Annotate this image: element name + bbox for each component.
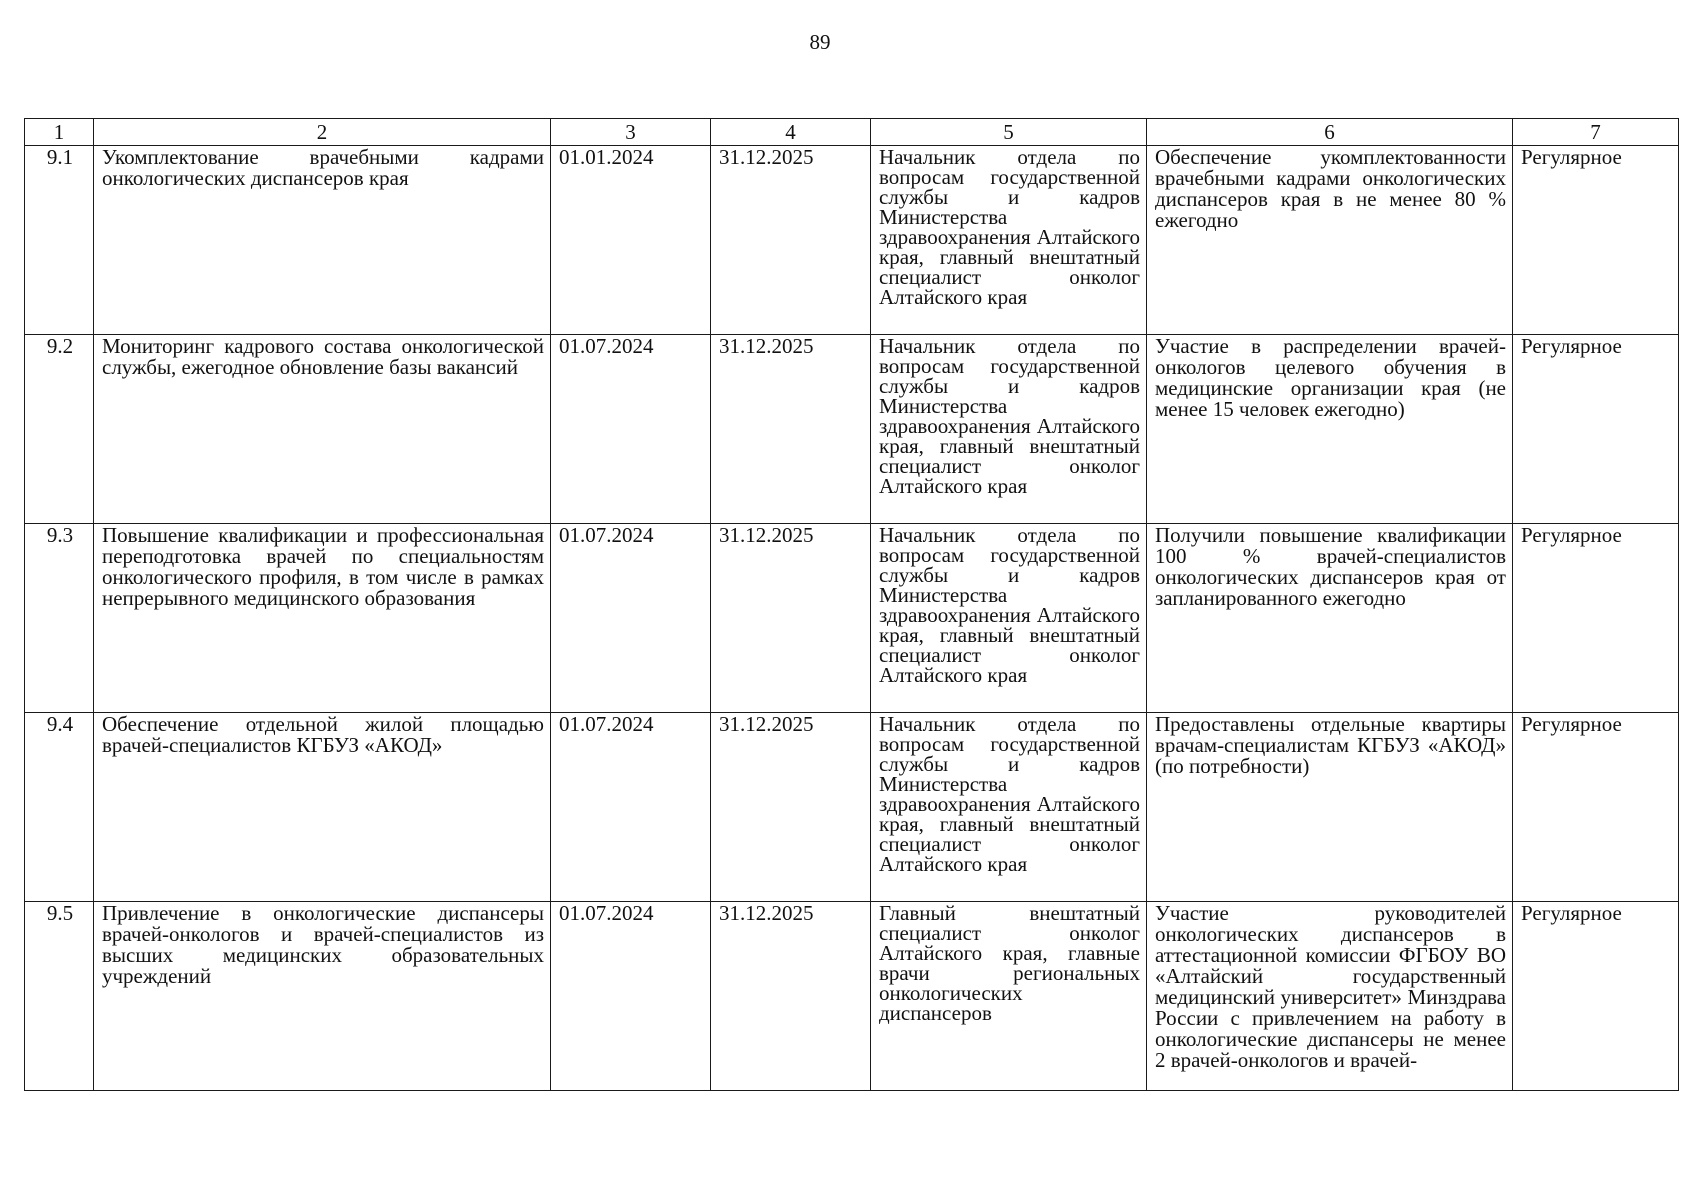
- responsible-cell: Начальник отдела по вопросам государственной службы и кадров Министерства здравоохранения Алтайского края, главный внештатный специалист онколог Алтайского края: [871, 713, 1147, 902]
- row-number: 9.1: [25, 146, 94, 335]
- column-header: 3: [551, 119, 711, 146]
- activity-cell: Укомплектование врачебными кадрами онкологических диспансеров края: [94, 146, 551, 335]
- result-cell: Предоставлены отдельные квартиры врачам-специалистам КГБУЗ «АКОД» (по потребности): [1147, 713, 1513, 902]
- column-header: 7: [1513, 119, 1679, 146]
- end-date-cell: 31.12.2025: [711, 335, 871, 524]
- end-date-cell: 31.12.2025: [711, 902, 871, 1091]
- table-row: [25, 524, 1679, 713]
- activity-cell: Обеспечение отдельной жилой площадью врачей-специалистов КГБУЗ «АКОД»: [94, 713, 551, 902]
- start-date-cell: 01.07.2024: [551, 713, 711, 902]
- row-number: 9.3: [25, 524, 94, 713]
- row-number: 9.5: [25, 902, 94, 1091]
- result-cell: Получили повышение квалификации 100 % врачей-специалистов онкологических диспансеров края от запланированного ежегодно: [1147, 524, 1513, 713]
- type-cell: Регулярное: [1513, 146, 1679, 335]
- type-cell: Регулярное: [1513, 335, 1679, 524]
- column-header: 2: [94, 119, 551, 146]
- type-cell: Регулярное: [1513, 713, 1679, 902]
- table-row: [25, 146, 1679, 335]
- end-date-cell: 31.12.2025: [711, 146, 871, 335]
- activity-cell: Мониторинг кадрового состава онкологической службы, ежегодное обновление базы вакансий: [94, 335, 551, 524]
- type-cell: Регулярное: [1513, 902, 1679, 1091]
- responsible-cell: Главный внештатный специалист онколог Алтайского края, главные врачи региональных онкологических диспансеров: [871, 902, 1147, 1091]
- header-row: [25, 119, 1679, 146]
- result-cell: Участие в распределении врачей-онкологов целевого обучения в медицинские организации края (не менее 15 человек ежегодно): [1147, 335, 1513, 524]
- row-number: 9.4: [25, 713, 94, 902]
- start-date-cell: 01.07.2024: [551, 335, 711, 524]
- table-row: [25, 902, 1679, 1091]
- end-date-cell: 31.12.2025: [711, 713, 871, 902]
- responsible-cell: Начальник отдела по вопросам государственной службы и кадров Министерства здравоохранения Алтайского края, главный внештатный специалист онколог Алтайского края: [871, 146, 1147, 335]
- type-cell: Регулярное: [1513, 524, 1679, 713]
- column-header: 4: [711, 119, 871, 146]
- activity-cell: Повышение квалификации и профессиональная переподготовка врачей по специальностям онкологического профиля, в том числе в рамках непрерывного медицинского образования: [94, 524, 551, 713]
- action-plan-table: [24, 118, 1679, 1091]
- result-cell: Обеспечение укомплектованности врачебными кадрами онкологических диспансеров края в не менее 80 % ежегодно: [1147, 146, 1513, 335]
- result-cell: Участие руководителей онкологических диспансеров в аттестационной комиссии ФГБОУ ВО «Алтайский государственный медицинский университет» Минздрава России с привлечением на работу в онкологические диспансеры не менее 2 врачей-онкологов и врачей-: [1147, 902, 1513, 1091]
- column-header: 5: [871, 119, 1147, 146]
- responsible-cell: Начальник отдела по вопросам государственной службы и кадров Министерства здравоохранения Алтайского края, главный внештатный специалист онколог Алтайского края: [871, 524, 1147, 713]
- start-date-cell: 01.07.2024: [551, 902, 711, 1091]
- start-date-cell: 01.07.2024: [551, 524, 711, 713]
- column-header: 6: [1147, 119, 1513, 146]
- page-number: 89: [809, 30, 831, 54]
- activity-cell: Привлечение в онкологические диспансеры врачей-онкологов и врачей-специалистов из высших медицинских образовательных учреждений: [94, 902, 551, 1091]
- start-date-cell: 01.01.2024: [551, 146, 711, 335]
- table-row: [25, 335, 1679, 524]
- row-number: 9.2: [25, 335, 94, 524]
- responsible-cell: Начальник отдела по вопросам государственной службы и кадров Министерства здравоохранения Алтайского края, главный внештатный специалист онколог Алтайского края: [871, 335, 1147, 524]
- table-row: [25, 713, 1679, 902]
- end-date-cell: 31.12.2025: [711, 524, 871, 713]
- column-header: 1: [25, 119, 94, 146]
